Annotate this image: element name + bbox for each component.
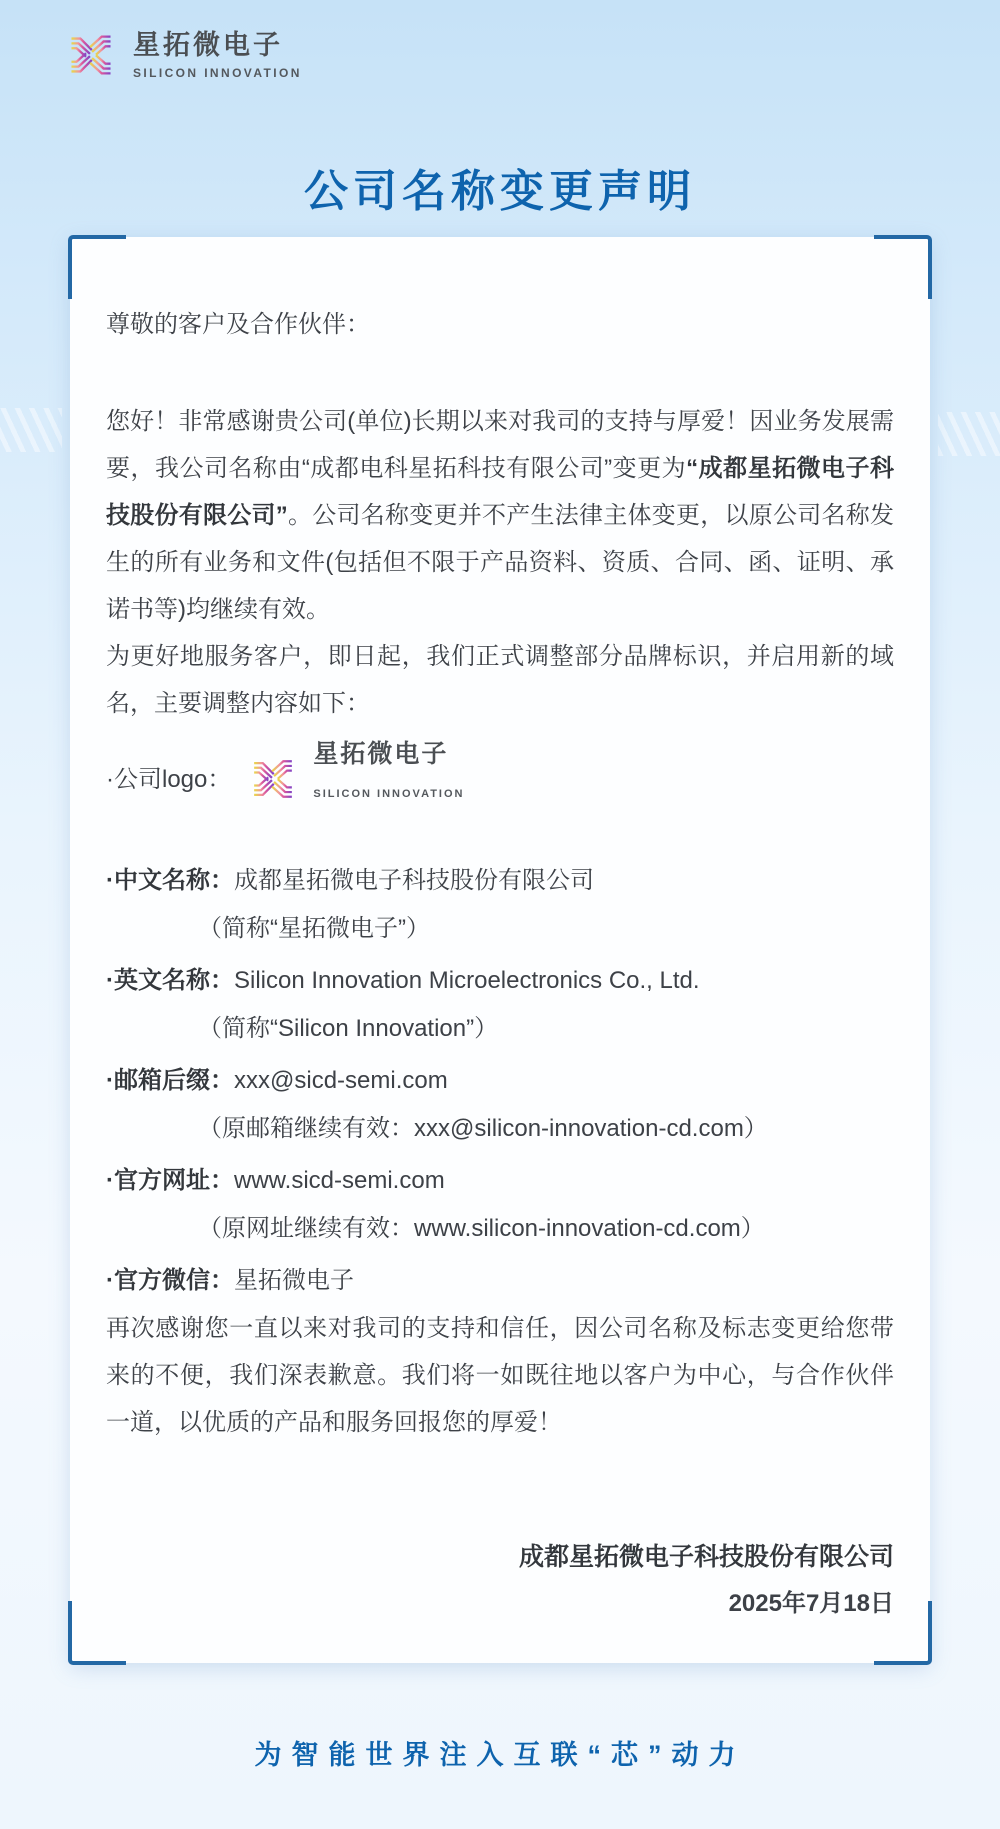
corner-bracket-top-left — [68, 235, 126, 299]
item-note: （简称“星拓微电子”） — [198, 915, 430, 942]
item-label: ·英文名称： — [106, 967, 234, 994]
announcement-card — [70, 237, 930, 1663]
brand-name-cn: 星拓微电子 — [133, 29, 283, 60]
header-brand — [62, 26, 302, 84]
new-brand-logo-icon — [245, 751, 301, 807]
signature-date: 2025年7月18日 — [728, 1590, 894, 1617]
item-label: ·邮箱后缀： — [106, 1067, 234, 1094]
brand-logo-icon — [62, 26, 120, 84]
item-official-website — [106, 1157, 894, 1253]
corner-bracket-bottom-left — [68, 1601, 126, 1665]
item-value: www.sicd-semi.com — [234, 1167, 445, 1194]
paragraph-rebrand-intro: 为更好地服务客户，即日起，我们正式调整部分品牌标识，并启用新的域名，主要调整内容如下： — [106, 643, 894, 717]
rebrand-items-list — [106, 857, 894, 1305]
item-official-wechat — [106, 1257, 894, 1305]
corner-bracket-bottom-right — [874, 1601, 932, 1665]
watermark-right — [938, 412, 1000, 456]
paragraph-name-change — [106, 398, 894, 633]
item-value: 星拓微电子 — [234, 1267, 354, 1294]
inline-brand-name-cn: 星拓微电子 — [313, 739, 449, 768]
item-value: Silicon Innovation Microelectronics Co., Ltd. — [234, 967, 700, 994]
brand-text — [133, 30, 302, 80]
brand-name-en: SILICON INNOVATION — [133, 66, 302, 81]
signature-block — [106, 1542, 894, 1619]
inline-brand-text — [313, 740, 464, 819]
closing-paragraph: 再次感谢您一直以来对我司的支持和信任，因公司名称及标志变更给您带来的不便，我们深表歉意。我们将一如既往地以客户为中心，与合作伙伴一道，以优质的产品和服务回报您的厚爱！ — [106, 1315, 894, 1436]
signature-company: 成都星拓微电子科技股份有限公司 — [518, 1543, 894, 1571]
watermark-left — [0, 408, 62, 452]
paragraph-part2: 。公司名称变更并不产生法律主体变更，以原公司名称发生的所有业务和文件(包括但不限于产品资料、资质、合同、函、证明、承诺书等)均继续有效。 — [106, 502, 894, 623]
inline-brand-name-en: SILICON INNOVATION — [313, 788, 465, 801]
item-value: xxx@sicd-semi.com — [234, 1067, 448, 1094]
item-english-name — [106, 957, 894, 1053]
salutation: 尊敬的客户及合作伙伴： — [106, 311, 370, 338]
new-company-name-bold: “成都星拓微电子科技股份有限公司” — [106, 455, 895, 529]
item-email-suffix — [106, 1057, 894, 1153]
item-note: （原邮箱继续有效：xxx@silicon-innovation-cd.com） — [198, 1115, 768, 1142]
item-note: （简称“Silicon Innovation”） — [198, 1015, 499, 1042]
corner-bracket-top-right — [874, 235, 932, 299]
item-label: ·官方网址： — [106, 1167, 234, 1194]
company-logo-item — [106, 741, 894, 817]
item-note: （原网址继续有效：www.silicon-innovation-cd.com） — [198, 1215, 765, 1242]
item-value: 成都星拓微电子科技股份有限公司 — [234, 867, 594, 894]
item-chinese-name — [106, 857, 894, 953]
item-label: ·中文名称： — [106, 867, 234, 894]
company-logo-label: ·公司logo： — [106, 765, 232, 793]
page-title: 公司名称变更声明 — [304, 167, 696, 217]
footer-slogan: 为智能世界注入互联“芯”动力 — [254, 1740, 746, 1770]
item-label: ·官方微信： — [106, 1267, 234, 1294]
paragraph-part1: 您好！非常感谢贵公司(单位)长期以来对我司的支持与厚爱！因业务发展需要，我公司名称由“成都电科星拓科技有限公司”变更为 — [106, 408, 894, 482]
